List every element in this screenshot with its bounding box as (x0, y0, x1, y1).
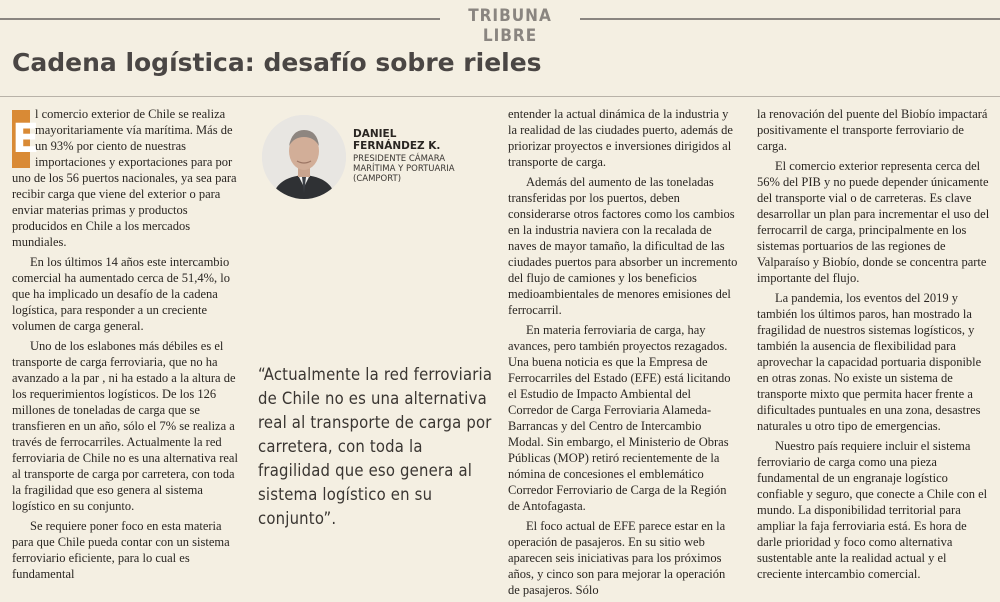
section-rule-right (580, 18, 1000, 20)
column-4 (757, 106, 991, 586)
paragraph: El foco actual de EFE parece estar en la operación de pasajeros. En su sitio web aparecen seis iniciativas para los próximos años, y cinco son para mejorar la operación de pasajeros. Sólo (508, 519, 726, 597)
author-name-line1: DANIEL (353, 128, 397, 140)
author-photo-icon (262, 115, 346, 199)
section-rule-left (0, 18, 440, 20)
column-1 (12, 106, 246, 586)
author-title-line2: MARÍTIMA Y PORTUARIA (353, 164, 455, 174)
paragraph: En los últimos 14 años este intercambio comercial ha aumentado cerca de 51,4%, lo que ha implicado un desafío de la cadena logística, para responder a un creciente volumen de carga general. (12, 255, 230, 333)
title-divider (0, 96, 1000, 97)
author-name-line2: FERNÁNDEZ K. (353, 140, 441, 152)
section-label: TRIBUNA LIBRE (468, 6, 552, 46)
paragraph (12, 106, 246, 250)
paragraph: entender la actual dinámica de la industria y la realidad de las ciudades puerto, además de priorizar proyectos e inversiones dirigidos al transporte de carga. (508, 107, 733, 169)
author-title-line3: (CAMPORT) (353, 174, 402, 184)
paragraph: la renovación del puente del Biobío impactará positivamente el transporte ferroviario de carga. (757, 107, 988, 153)
author-title (353, 154, 493, 184)
author-title-line1: PRESIDENTE CÁMARA (353, 154, 446, 164)
column-3 (508, 106, 738, 602)
paragraph: El comercio exterior representa cerca del 56% del PIB y no puede depender únicamente del transporte vial o de carreteras. Es clave desarrollar un plan para incrementar el uso del ferrocarril de carga, principalmente en los sistemas portuarios de las regiones de Valparaíso y Biobío, donde se concentra parte importante del flujo. (757, 159, 990, 285)
paragraph: Además del aumento de las toneladas transferidas por los puertos, deben considerarse otros factores como los cambios en la industria naviera con la recalada de naves de mayor tamaño, la dificultad de las ciudades puertos para absorber un incremento del flujo de camiones y los beneficios medioambientales de menores emisiones del ferrocarril. (508, 175, 738, 317)
paragraph-text: l comercio exterior de Chile se realiza mayoritariamente vía marítima. Más de un 93% por ciento de nuestras importaciones y exportaciones para por uno de los 56 puertos nacionales, ya sea para recibir carga que viene del exterior o para enviar materias primas y productos producidos en Chile a los mercados mundiales. (12, 107, 237, 249)
paragraph: Uno de los eslabones más débiles es el transporte de carga ferroviaria, que no ha avanzado a la par , ni ha estado a la altura de los requerimientos logísticos. De los 126 millones de toneladas de carga que se transfieren en un año, sólo el 7% se realiza a través de ferrocarriles. Actualmente la red ferroviaria de Chile no es una alternativa real al transporte de carga por carretera, con toda la fragilidad que eso genera al sistema logístico en su conjunto. (12, 339, 238, 513)
drop-cap: E (12, 110, 30, 168)
paragraph: Nuestro país requiere incluir el sistema ferroviario de carga como una pieza fundamental de un engranaje logístico confiable y seguro, que conecte a Chile con el mundo. La disponibilidad territorial para ampliar la faja ferroviaria está. Es hora de darle prioridad y foco como alternativa sustentable ante la realidad actual y el creciente intercambio comercial. (757, 439, 988, 581)
paragraph: Se requiere poner foco en esta materia para que Chile pueda contar con un sistema ferroviario eficiente, para lo cual es fundamental (12, 519, 230, 581)
pull-quote: “Actualmente la red ferroviaria de Chile no es una alternativa real al transporte de carga por carretera, con toda la fragilidad que eso genera al sistema logístico en su conjunto”. (258, 365, 493, 528)
headline: Cadena logística: desafío sobre rieles (12, 48, 542, 77)
author-portrait (262, 115, 346, 199)
paragraph: La pandemia, los eventos del 2019 y también los últimos paros, han mostrado la fragilidad de nuestros sistemas logísticos, y también la ausencia de flexibilidad para aprovechar la capacidad portuaria disponible en otras zonas. No existe un sistema de transporte mixto que permita hacer frente a dificultades puntuales en una zona, desastres naturales u otro tipo de emergencias. (757, 291, 982, 433)
author-block (353, 128, 493, 184)
paragraph: En materia ferroviaria de carga, hay avances, pero también proyectos rezagados. Una buena noticia es que la Empresa de Ferrocarriles del Estado (EFE) está licitando el Estudio de Impacto Ambiental del Corredor de Carga Ferroviaria Alameda-Barrancas y del Centro de Intercambio Modal. Sin embargo, el Ministerio de Obras Públicas (MOP) retiró recientemente de la nómina de concesiones el emblemático Corredor Ferroviario de Carga de la Región de Antofagasta. (508, 323, 731, 513)
